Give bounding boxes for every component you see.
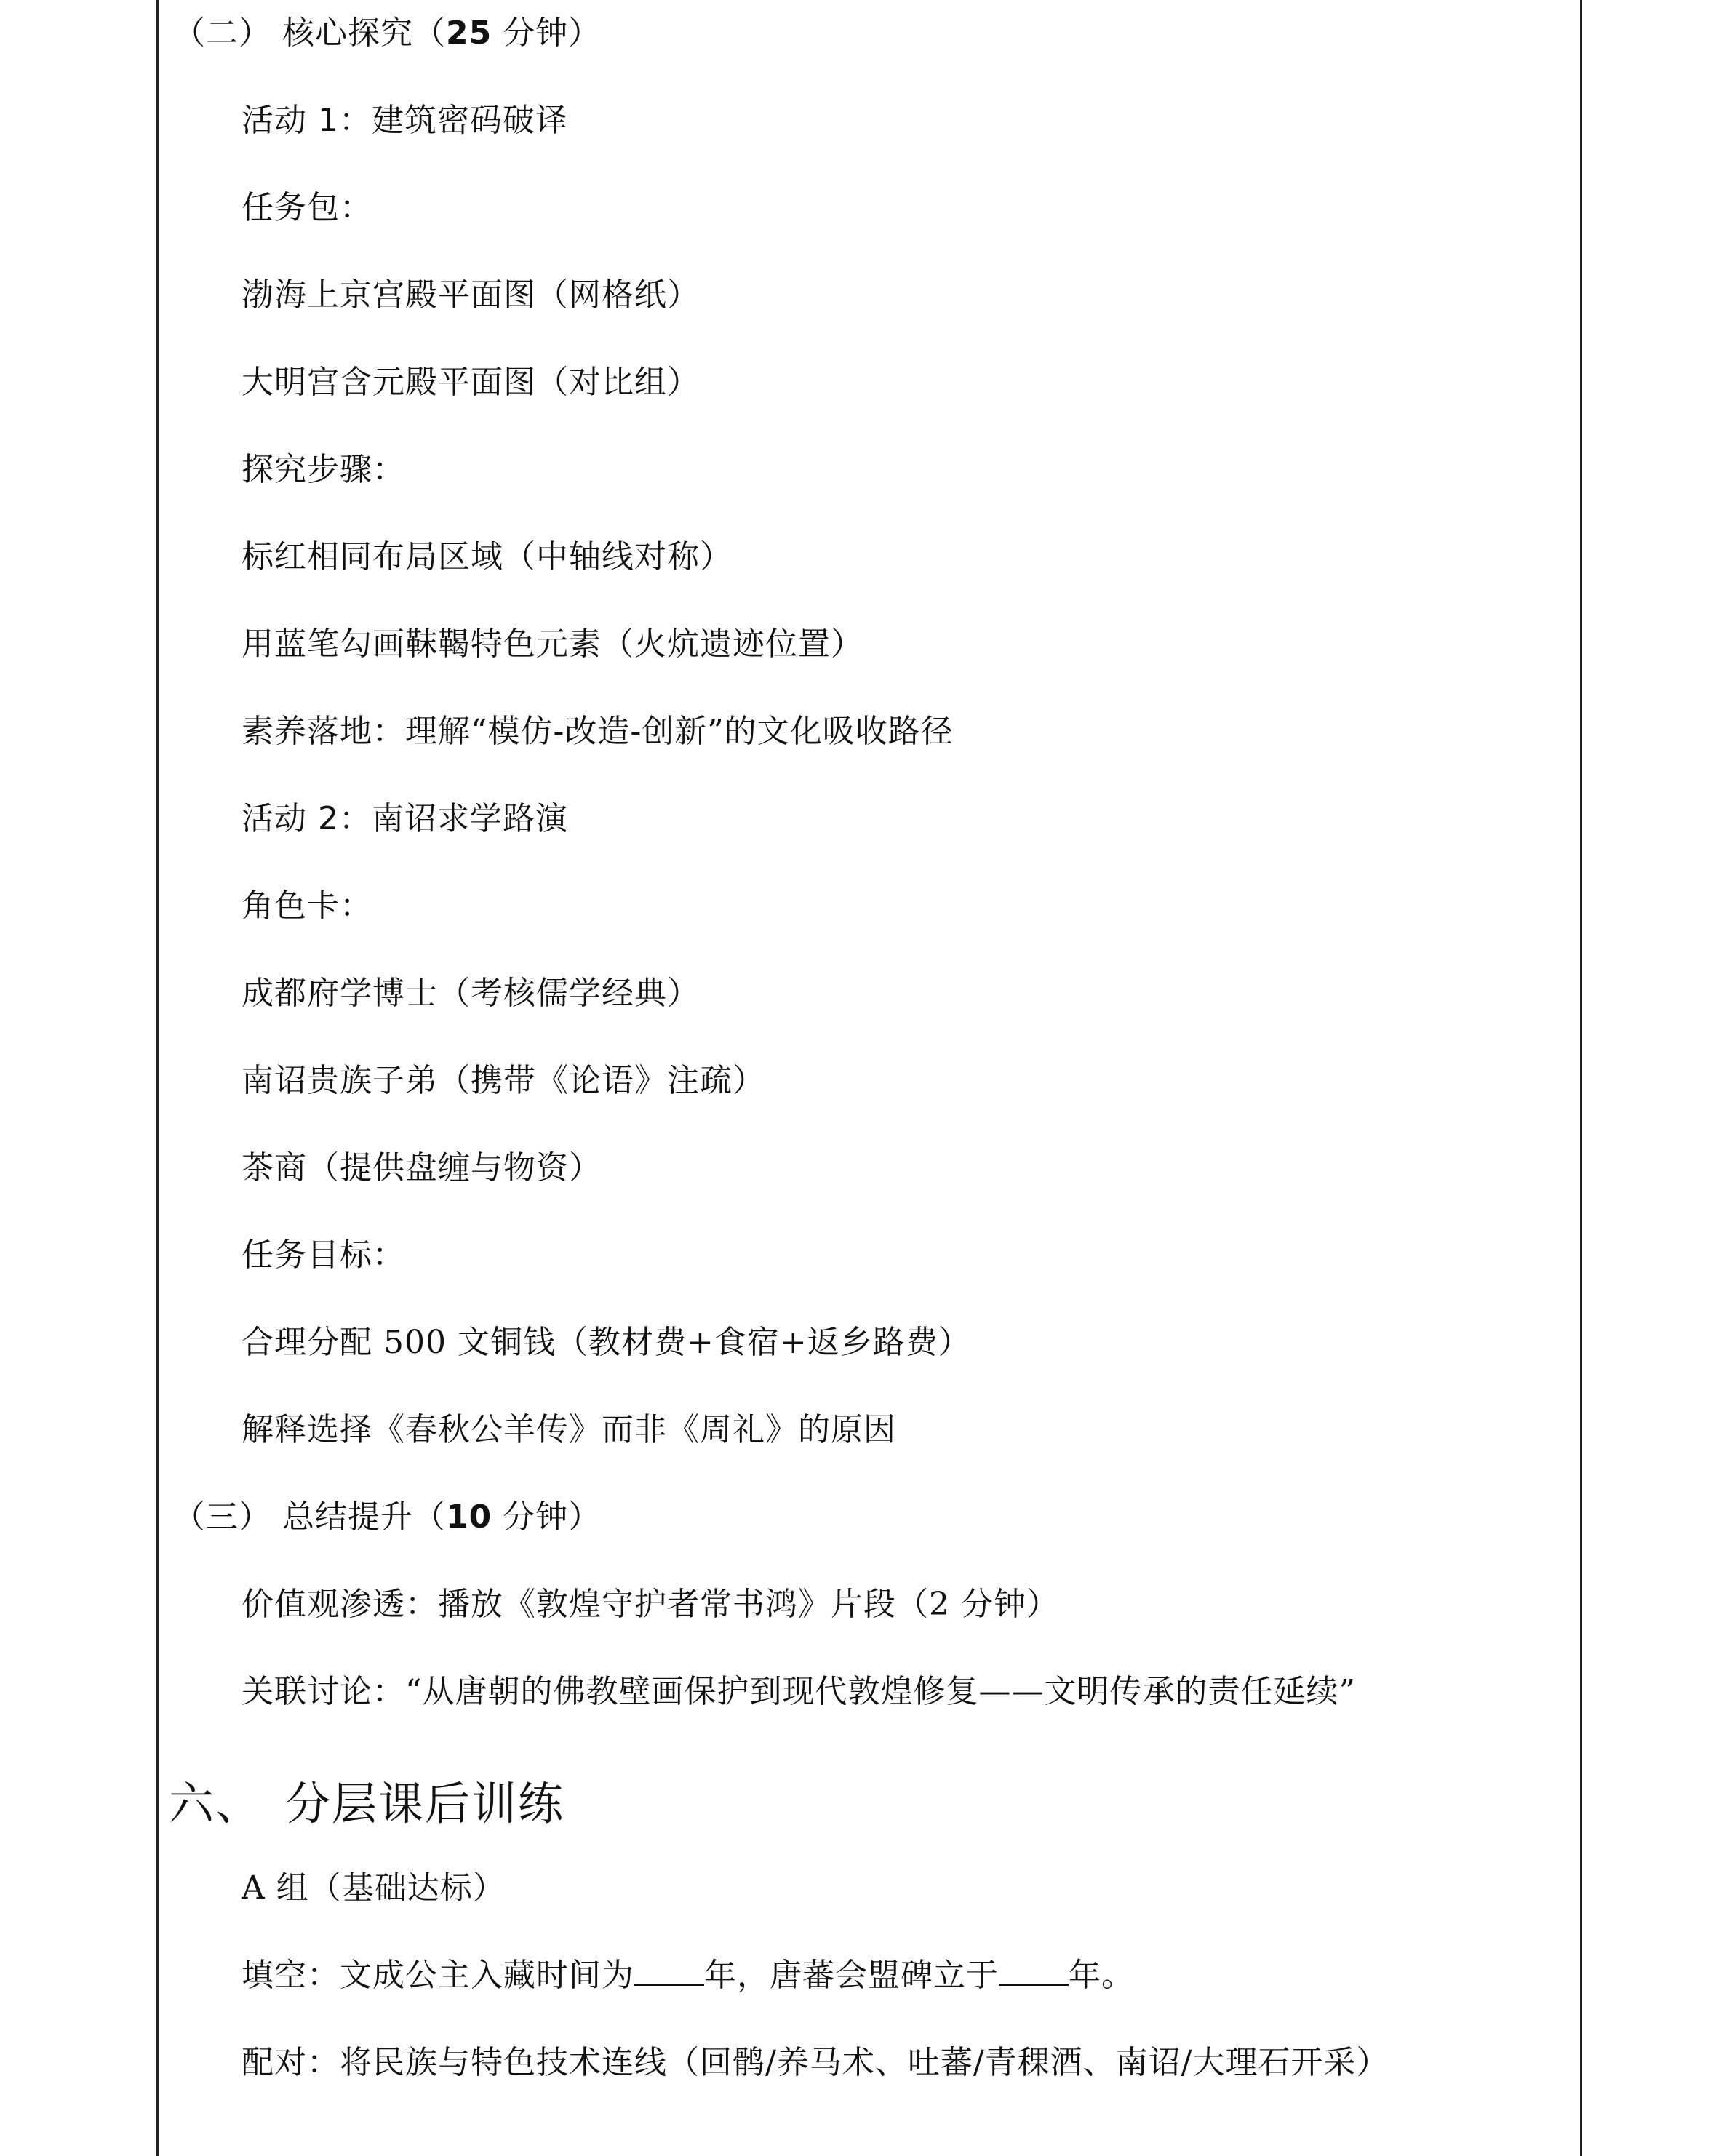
- fill-in-blank-question: [242, 1954, 1134, 1997]
- group-a-label: A 组（基础达标）: [242, 1869, 506, 1907]
- section-summary-heading-prefix: （三） 总结提升（: [173, 1498, 446, 1536]
- summary-values: 价值观渗透：播放《敦煌守护者常书鸿》片段（2 分钟）: [242, 1586, 1059, 1623]
- section-core-heading-suffix: 分钟）: [492, 15, 602, 52]
- activity2-role: 成都府学博士（考核儒学经典）: [242, 975, 700, 1012]
- section-six-heading: [169, 1775, 564, 1833]
- document-frame-left-border: [156, 0, 159, 2156]
- activity2-title: 活动 2：南诏求学路演: [242, 800, 568, 837]
- fill-question-part2: 年，唐蕃会盟碑立于: [704, 1957, 999, 1994]
- activity1-literacy: 素养落地：理解“模仿-改造-创新”的文化吸收路径: [242, 713, 954, 750]
- section-summary-heading-minutes: 10: [446, 1498, 492, 1536]
- matching-question: 配对：将民族与特色技术连线（回鹘/养马术、吐蕃/青稞酒、南诏/大理石开采）: [242, 2044, 1389, 2081]
- activity2-role-label: 角色卡：: [242, 887, 372, 925]
- section-six-title: 分层课后训练: [285, 1777, 565, 1830]
- activity2-goal: 合理分配 500 文铜钱（教材费+食宿+返乡路费）: [242, 1324, 971, 1361]
- activity2-goal-label: 任务目标：: [242, 1237, 405, 1274]
- section-summary-heading: [173, 1496, 601, 1539]
- activity2-role: 茶商（提供盘缠与物资）: [242, 1149, 602, 1186]
- fill-question-part3: 年。: [1069, 1957, 1134, 1994]
- section-core-heading: [173, 12, 601, 55]
- activity1-steps-label: 探究步骤：: [242, 451, 405, 488]
- answer-blank[interactable]: [999, 1955, 1069, 1986]
- activity1-step: 用蓝笔勾画靺鞨特色元素（火炕遗迹位置）: [242, 626, 863, 663]
- activity1-title: 活动 1：建筑密码破译: [242, 102, 568, 139]
- section-core-heading-prefix: （二） 核心探究（: [173, 15, 446, 52]
- section-summary-heading-suffix: 分钟）: [492, 1498, 602, 1536]
- summary-discussion: 关联讨论：“从唐朝的佛教壁画保护到现代敦煌修复——文明传承的责任延续”: [242, 1673, 1356, 1710]
- fill-question-part1: 填空：文成公主入藏时间为: [242, 1957, 634, 1994]
- activity2-role: 南诏贵族子弟（携带《论语》注疏）: [242, 1062, 765, 1099]
- document-frame-right-border: [1580, 0, 1582, 2156]
- section-core-heading-minutes: 25: [446, 15, 492, 52]
- activity2-goal: 解释选择《春秋公羊传》而非《周礼》的原因: [242, 1411, 896, 1448]
- section-six-number: 六、: [169, 1777, 263, 1830]
- activity1-task-item: 渤海上京宫殿平面图（网格纸）: [242, 276, 700, 314]
- answer-blank[interactable]: [634, 1955, 704, 1986]
- activity1-task-pack-label: 任务包：: [242, 189, 372, 226]
- activity1-task-item: 大明宫含元殿平面图（对比组）: [242, 364, 700, 401]
- activity1-step: 标红相同布局区域（中轴线对称）: [242, 538, 733, 575]
